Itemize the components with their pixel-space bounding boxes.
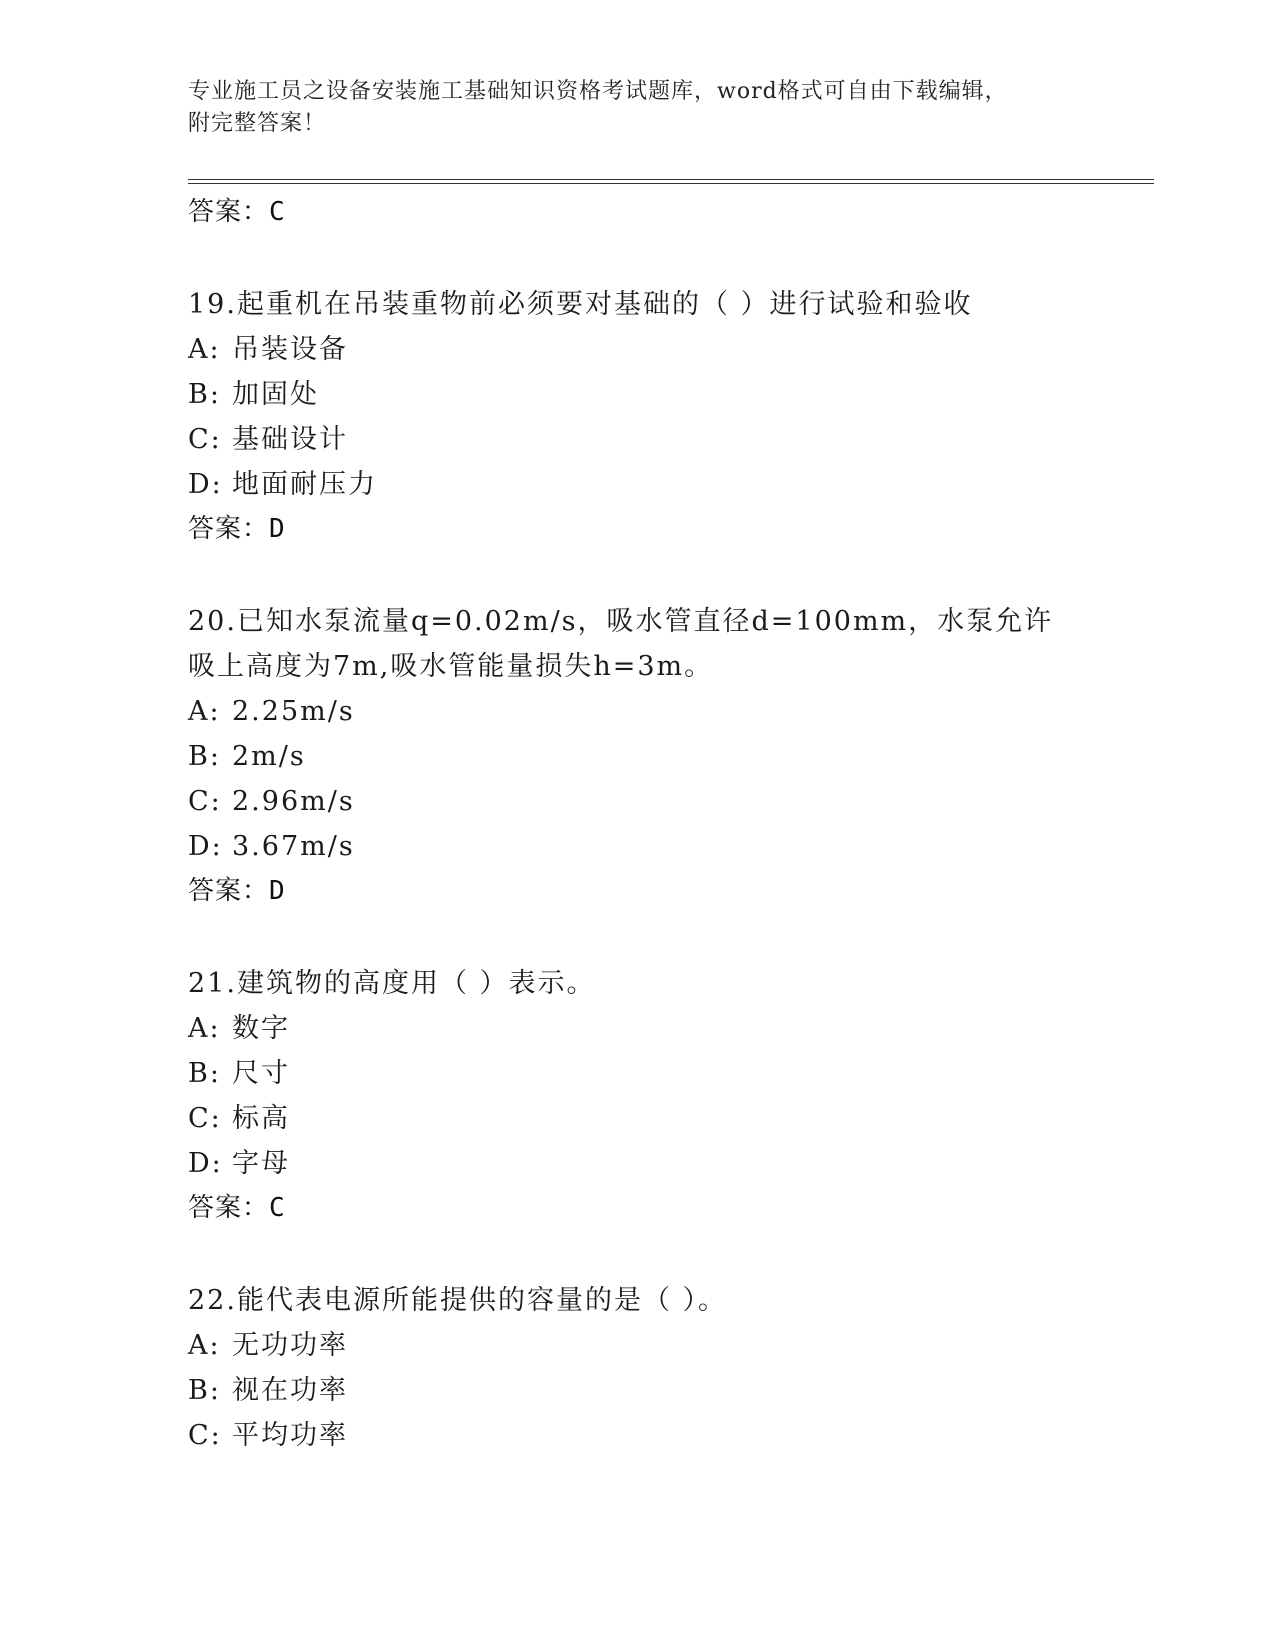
option-text: 2m/s [232,741,306,772]
option-text: 3.67m/s [232,831,355,862]
answer-label: 答案： [188,876,270,906]
header-divider-top [188,179,1154,180]
question-stem: 22.能代表电源所能提供的容量的是（ ）。 [188,1285,728,1316]
question-stem: 21.建筑物的高度用（ ）表示。 [188,968,596,999]
option-letter: C: [188,786,222,817]
option-text: 无功功率 [232,1330,348,1361]
option-text: 地面耐压力 [232,469,377,500]
option-text: 标高 [232,1103,290,1134]
document-header [188,76,1088,140]
answer-line [188,1186,1154,1230]
option-text: 加固处 [232,379,319,410]
option-letter: D: [188,1148,223,1179]
option-d [188,1141,1154,1186]
answer-value: D [269,876,286,906]
answer-value: C [269,197,286,227]
answer-label: 答案： [188,514,270,544]
header-line-2: 附完整答案！ [188,111,327,136]
option-b [188,1368,1154,1413]
option-a [188,327,1154,372]
option-letter: A: [188,334,221,365]
option-c [188,417,1154,462]
option-letter: A: [188,1013,221,1044]
option-text: 2.25m/s [232,696,355,727]
option-letter: B: [188,379,221,410]
option-letter: C: [188,1103,222,1134]
question-list [188,190,1154,1458]
option-b [188,1051,1154,1096]
question-stem: 20.已知水泵流量q=0.02m/s，吸水管直径d=100mm，水泵允许吸上高度为7m,吸水管能量损失h=3m。 [188,606,1054,682]
option-letter: B: [188,1058,221,1089]
option-letter: A: [188,696,221,727]
answer-value: C [269,1193,286,1223]
header-line-1: 专业施工员之设备安装施工基础知识资格考试题库，word格式可自由下载编辑， [188,79,1008,104]
option-text: 字母 [232,1148,290,1179]
answer-line [188,869,1154,913]
option-text: 吊装设备 [232,334,348,365]
option-letter: C: [188,1420,222,1451]
answer-label: 答案： [188,1193,270,1223]
option-text: 尺寸 [232,1058,290,1089]
option-a [188,689,1154,734]
option-text: 视在功率 [232,1375,348,1406]
option-b [188,734,1154,779]
option-text: 数字 [232,1013,290,1044]
option-letter: D: [188,469,223,500]
option-c [188,779,1154,824]
option-letter: C: [188,424,222,455]
option-text: 基础设计 [232,424,348,455]
option-a [188,1323,1154,1368]
option-letter: D: [188,831,223,862]
header-divider-bottom [188,183,1154,184]
option-letter: A: [188,1330,221,1361]
option-b [188,372,1154,417]
answer-line [188,190,1154,234]
question-stem: 19.起重机在吊装重物前必须要对基础的（ ）进行试验和验收 [188,289,973,320]
option-d [188,824,1154,869]
option-letter: B: [188,1375,221,1406]
option-c [188,1413,1154,1458]
question-21 [188,961,1154,1230]
option-c [188,1096,1154,1141]
question-20 [188,599,1154,913]
option-a [188,1006,1154,1051]
option-text: 2.96m/s [232,786,355,817]
question-19 [188,282,1154,551]
option-letter: B: [188,741,221,772]
answer-line [188,507,1154,551]
question-22 [188,1278,1154,1458]
option-d [188,462,1154,507]
answer-label: 答案： [188,197,270,227]
option-text: 平均功率 [232,1420,348,1451]
answer-value: D [269,514,286,544]
